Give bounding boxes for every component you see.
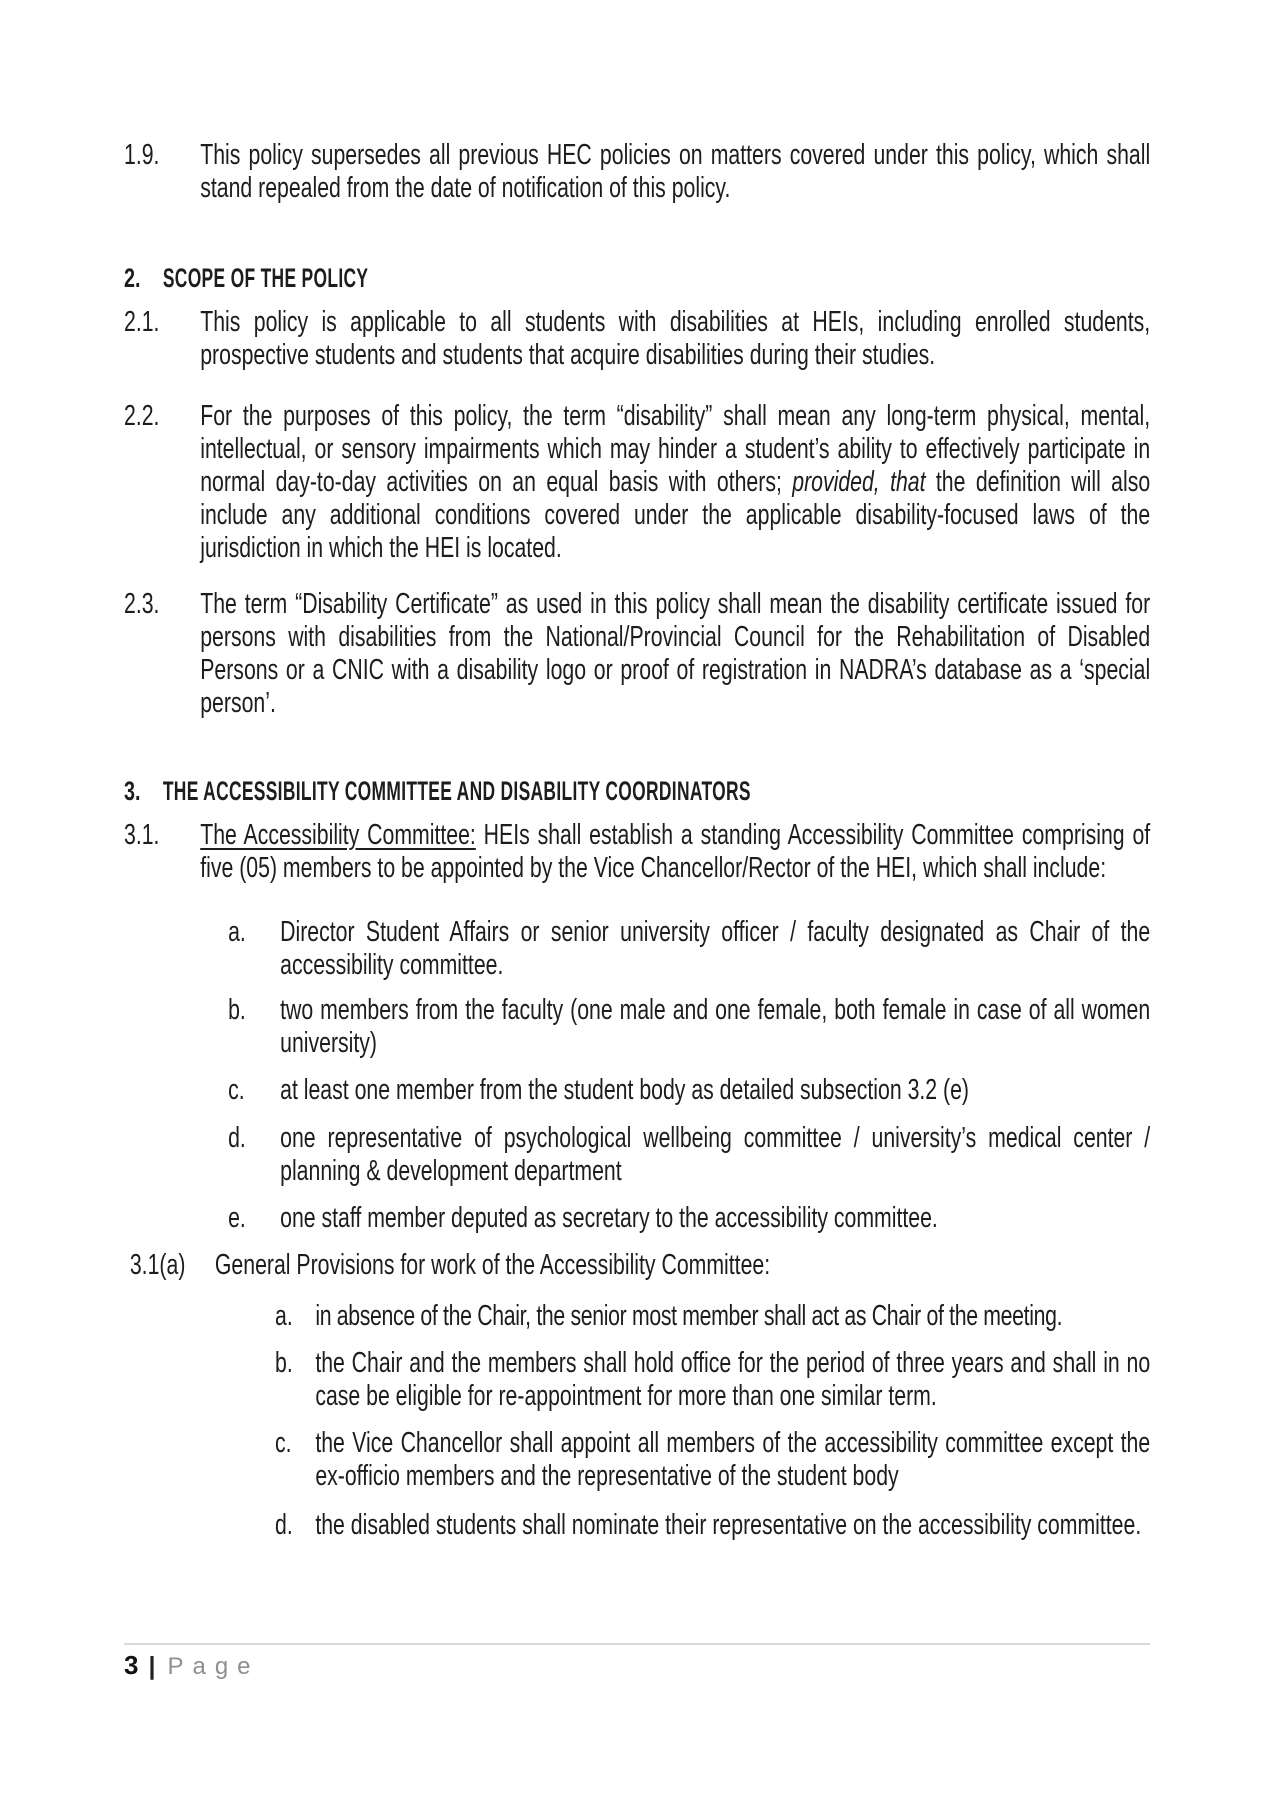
list-item-d <box>228 1122 1150 1188</box>
list-marker: d. <box>228 1122 246 1154</box>
list-marker: c. <box>274 1427 292 1459</box>
list-item-c <box>228 1074 1150 1107</box>
clause-1-9 <box>124 139 1150 205</box>
clause-3-1a <box>124 1249 1150 1282</box>
section-title: THE ACCESSIBILITY COMMITTEE AND DISABILITY COORDINATORS <box>162 776 751 806</box>
list-item-a <box>228 916 1150 982</box>
page-content <box>124 139 1150 1542</box>
section-title: SCOPE OF THE POLICY <box>162 263 369 293</box>
list-marker: a. <box>228 916 246 948</box>
list-marker: b. <box>228 994 246 1026</box>
list-item-text: at least one member from the student body as detailed subsection 3.2 (e) <box>280 1074 970 1106</box>
provision-item-d <box>275 1509 1150 1542</box>
provision-item-c <box>275 1427 1150 1493</box>
list-marker: e. <box>228 1202 246 1234</box>
clause-text <box>200 819 1150 885</box>
clause-text: General Provisions for work of the Accessibility Committee: <box>214 1249 771 1281</box>
clause-text-underlined: The Accessibility Committee: <box>200 819 476 851</box>
clause-text-part: the definition will also include any additional conditions covered under the applicable disability-focused laws of the jurisdiction in which the HEI is located. <box>200 466 1151 564</box>
list-item-text: the disabled students shall nominate their representative on the accessibility committee. <box>315 1509 1142 1541</box>
clause-number: 2.3. <box>124 588 160 620</box>
clause-number: 2.1. <box>124 306 160 338</box>
list-item-text: the Chair and the members shall hold office for the period of three years and shall in no case be eligible for re-appointment for more than one similar term. <box>315 1347 1151 1412</box>
clause-3-1 <box>124 819 1150 885</box>
section-heading-3 <box>124 775 1150 808</box>
list-item-text: the Vice Chancellor shall appoint all members of the accessibility committee except the ex-officio members and the representative of the student body <box>315 1427 1151 1492</box>
clause-text: The term “Disability Certificate” as used in this policy shall mean the disability certificate issued for persons with disabilities from the National/Provincial Council for the Rehabilitation of Disabled Persons or a CNIC with a disability logo or proof of registration in NADRA’s database as a ‘special person’. <box>200 588 1151 719</box>
clause-text: This policy supersedes all previous HEC policies on matters covered under this policy, which shall stand repealed from the date of notification of this policy. <box>200 139 1151 204</box>
list-item-text: two members from the faculty (one male and one female, both female in case of all women university) <box>280 994 1151 1059</box>
footer-page-label: Page <box>167 1653 260 1680</box>
clause-2-3 <box>124 588 1150 720</box>
list-marker: b. <box>274 1347 293 1379</box>
list-item-text: Director Student Affairs or senior university officer / faculty designated as Chair of the accessibility committee. <box>280 916 1151 981</box>
list-marker: c. <box>228 1074 245 1106</box>
list-item-b <box>228 994 1150 1060</box>
clause-text-part: HEIs shall establish a standing Accessibility Committee comprising of five (05) members to be appointed by the Vice Chancellor/Rector of the HEI, which shall include: <box>200 819 1151 884</box>
clause-number: 1.9. <box>124 139 160 171</box>
clause-2-2 <box>124 400 1150 565</box>
clause-text: This policy is applicable to all students with disabilities at HEIs, including enrolled students, prospective students and students that acquire disabilities during their studies. <box>200 306 1151 371</box>
clause-text-part: For the purposes of this policy, the term “disability” shall mean any long-term physical, mental, intellectual, or sensory impairments which may hinder a student’s ability to effectively participate in normal day-to-day activities on an equal basis with others; <box>200 400 1151 498</box>
section-heading-2 <box>124 262 1150 295</box>
clause-number: 2.2. <box>124 400 160 432</box>
list-item-text: in absence of the Chair, the senior most member shall act as Chair of the meeting. <box>315 1300 1063 1332</box>
clause-number: 3.1. <box>124 819 160 851</box>
list-item-e <box>228 1202 1150 1235</box>
clause-text <box>200 400 1150 565</box>
clause-number: 3.1(a) <box>129 1249 186 1281</box>
provision-item-b <box>275 1347 1150 1413</box>
footer-separator: | <box>148 1652 156 1680</box>
clause-2-1 <box>124 306 1150 372</box>
footer-divider <box>124 1643 1150 1645</box>
list-item-text: one staff member deputed as secretary to the accessibility committee. <box>280 1202 938 1234</box>
page-number: 3 <box>124 1650 139 1680</box>
list-marker: d. <box>274 1509 293 1541</box>
section-number: 3. <box>124 776 141 806</box>
page-footer <box>124 1650 260 1681</box>
list-marker: a. <box>274 1300 293 1332</box>
provision-item-a <box>275 1300 1150 1333</box>
section-number: 2. <box>124 263 141 293</box>
clause-text-italic: provided, that <box>792 466 926 498</box>
list-item-text: one representative of psychological wellbeing committee / university’s medical center / planning & development department <box>280 1122 1151 1187</box>
